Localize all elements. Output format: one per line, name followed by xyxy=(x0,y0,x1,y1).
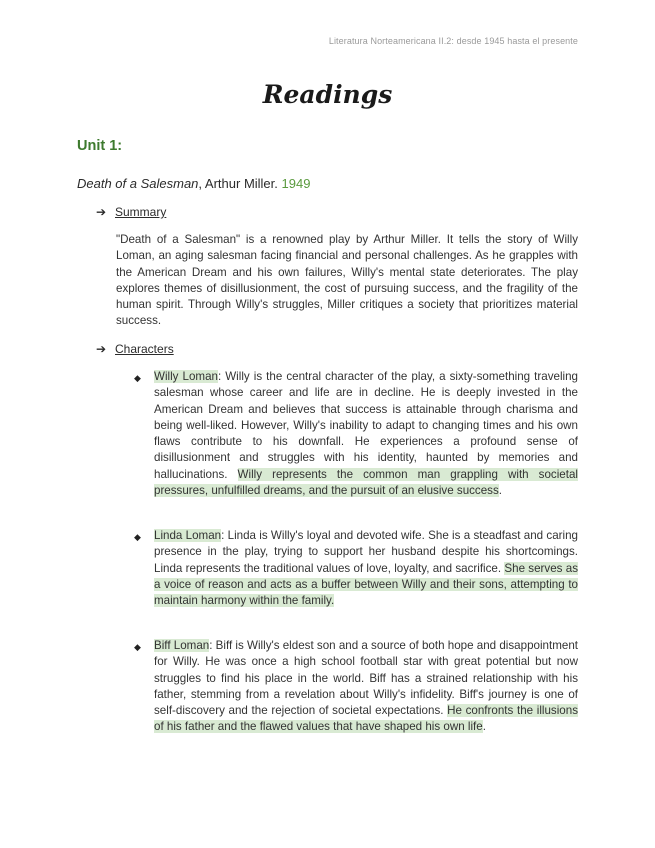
character-description: : Biff is Willy's eldest son and a source of both hope and disappointment for Willy. He was once a high school football star with great potential but now struggles to find his place in the world. Biff has a strained relationship with his father, stemming from a revelation about Willy's infidelity. Biff's journey is one of self-discovery and the rejection of societal expectations. xyxy=(154,639,578,718)
work-year: 1949 xyxy=(281,176,311,191)
character-name: Willy Loman xyxy=(154,370,218,383)
character-end: . xyxy=(482,720,486,734)
work-author: Arthur Miller. xyxy=(202,176,278,191)
character-name: Biff Loman xyxy=(154,639,210,652)
character-description: : Willy is the central character of the play, a sixty-something traveling salesman whose career and life are in decline. He is deeply invested in the American Dream and believes that success is attainable through charisma and being well-liked. However, Willy's inability to adapt to changing times and his own flaws contribute to his downfall. He experiences a profound sense of disillusionment and struggles with his identity, haunted by memories and hallucinations. xyxy=(154,370,578,481)
character-highlight: He confronts the illusions of his father and the flawed values that have shaped his own life xyxy=(154,704,578,734)
character-item-biff xyxy=(134,638,578,736)
course-header: Literatura Norteamericana II.2: desde 1945 hasta el presente xyxy=(328,36,578,46)
character-item-willy xyxy=(134,369,578,499)
character-name: Linda Loman xyxy=(154,529,222,542)
arrow-right-icon: ➔ xyxy=(96,342,107,356)
work-title: Death of a Salesman xyxy=(77,176,199,191)
diamond-bullet-icon: ◆ xyxy=(134,532,141,542)
summary-heading xyxy=(96,205,166,219)
arrow-right-icon: ➔ xyxy=(96,205,107,219)
page-title: Readings xyxy=(262,80,393,109)
character-description: : Linda is Willy's loyal and devoted wife. She is a steadfast and caring presence in the play, trying to support her husband despite his shortcomings. Linda represents the traditional values of love, loyalty, and sacrifice. xyxy=(154,529,578,575)
character-item-linda xyxy=(134,528,578,609)
diamond-bullet-icon: ◆ xyxy=(134,642,141,652)
characters-heading xyxy=(96,342,174,356)
work-citation xyxy=(77,176,310,191)
summary-label: Summary xyxy=(115,205,167,219)
summary-paragraph: "Death of a Salesman" is a renowned play by Arthur Miller. It tells the story of Willy Loman, an aging salesman facing financial and personal challenges. As he grapples with the American Dream and his own failures, Willy's mental state deteriorates. The play explores themes of disillusionment, the cost of pursuing success, and the fragility of the human spirit. Through Willy's struggles, Miller critiques a society that prioritizes material success. xyxy=(116,233,578,328)
unit-heading: Unit 1: xyxy=(77,138,123,154)
characters-label: Characters xyxy=(115,342,174,356)
character-end: . xyxy=(498,484,503,498)
character-highlight: She serves as a voice of reason and acts as a buffer between Willy and their sons, attempting to maintain harmony within the family. xyxy=(154,561,578,608)
character-highlight: Willy represents the common man grappling with societal pressures, unfulfilled dreams, and the pursuit of an elusive success xyxy=(154,467,578,498)
work-separator: , xyxy=(198,176,203,191)
diamond-bullet-icon: ◆ xyxy=(134,373,141,383)
